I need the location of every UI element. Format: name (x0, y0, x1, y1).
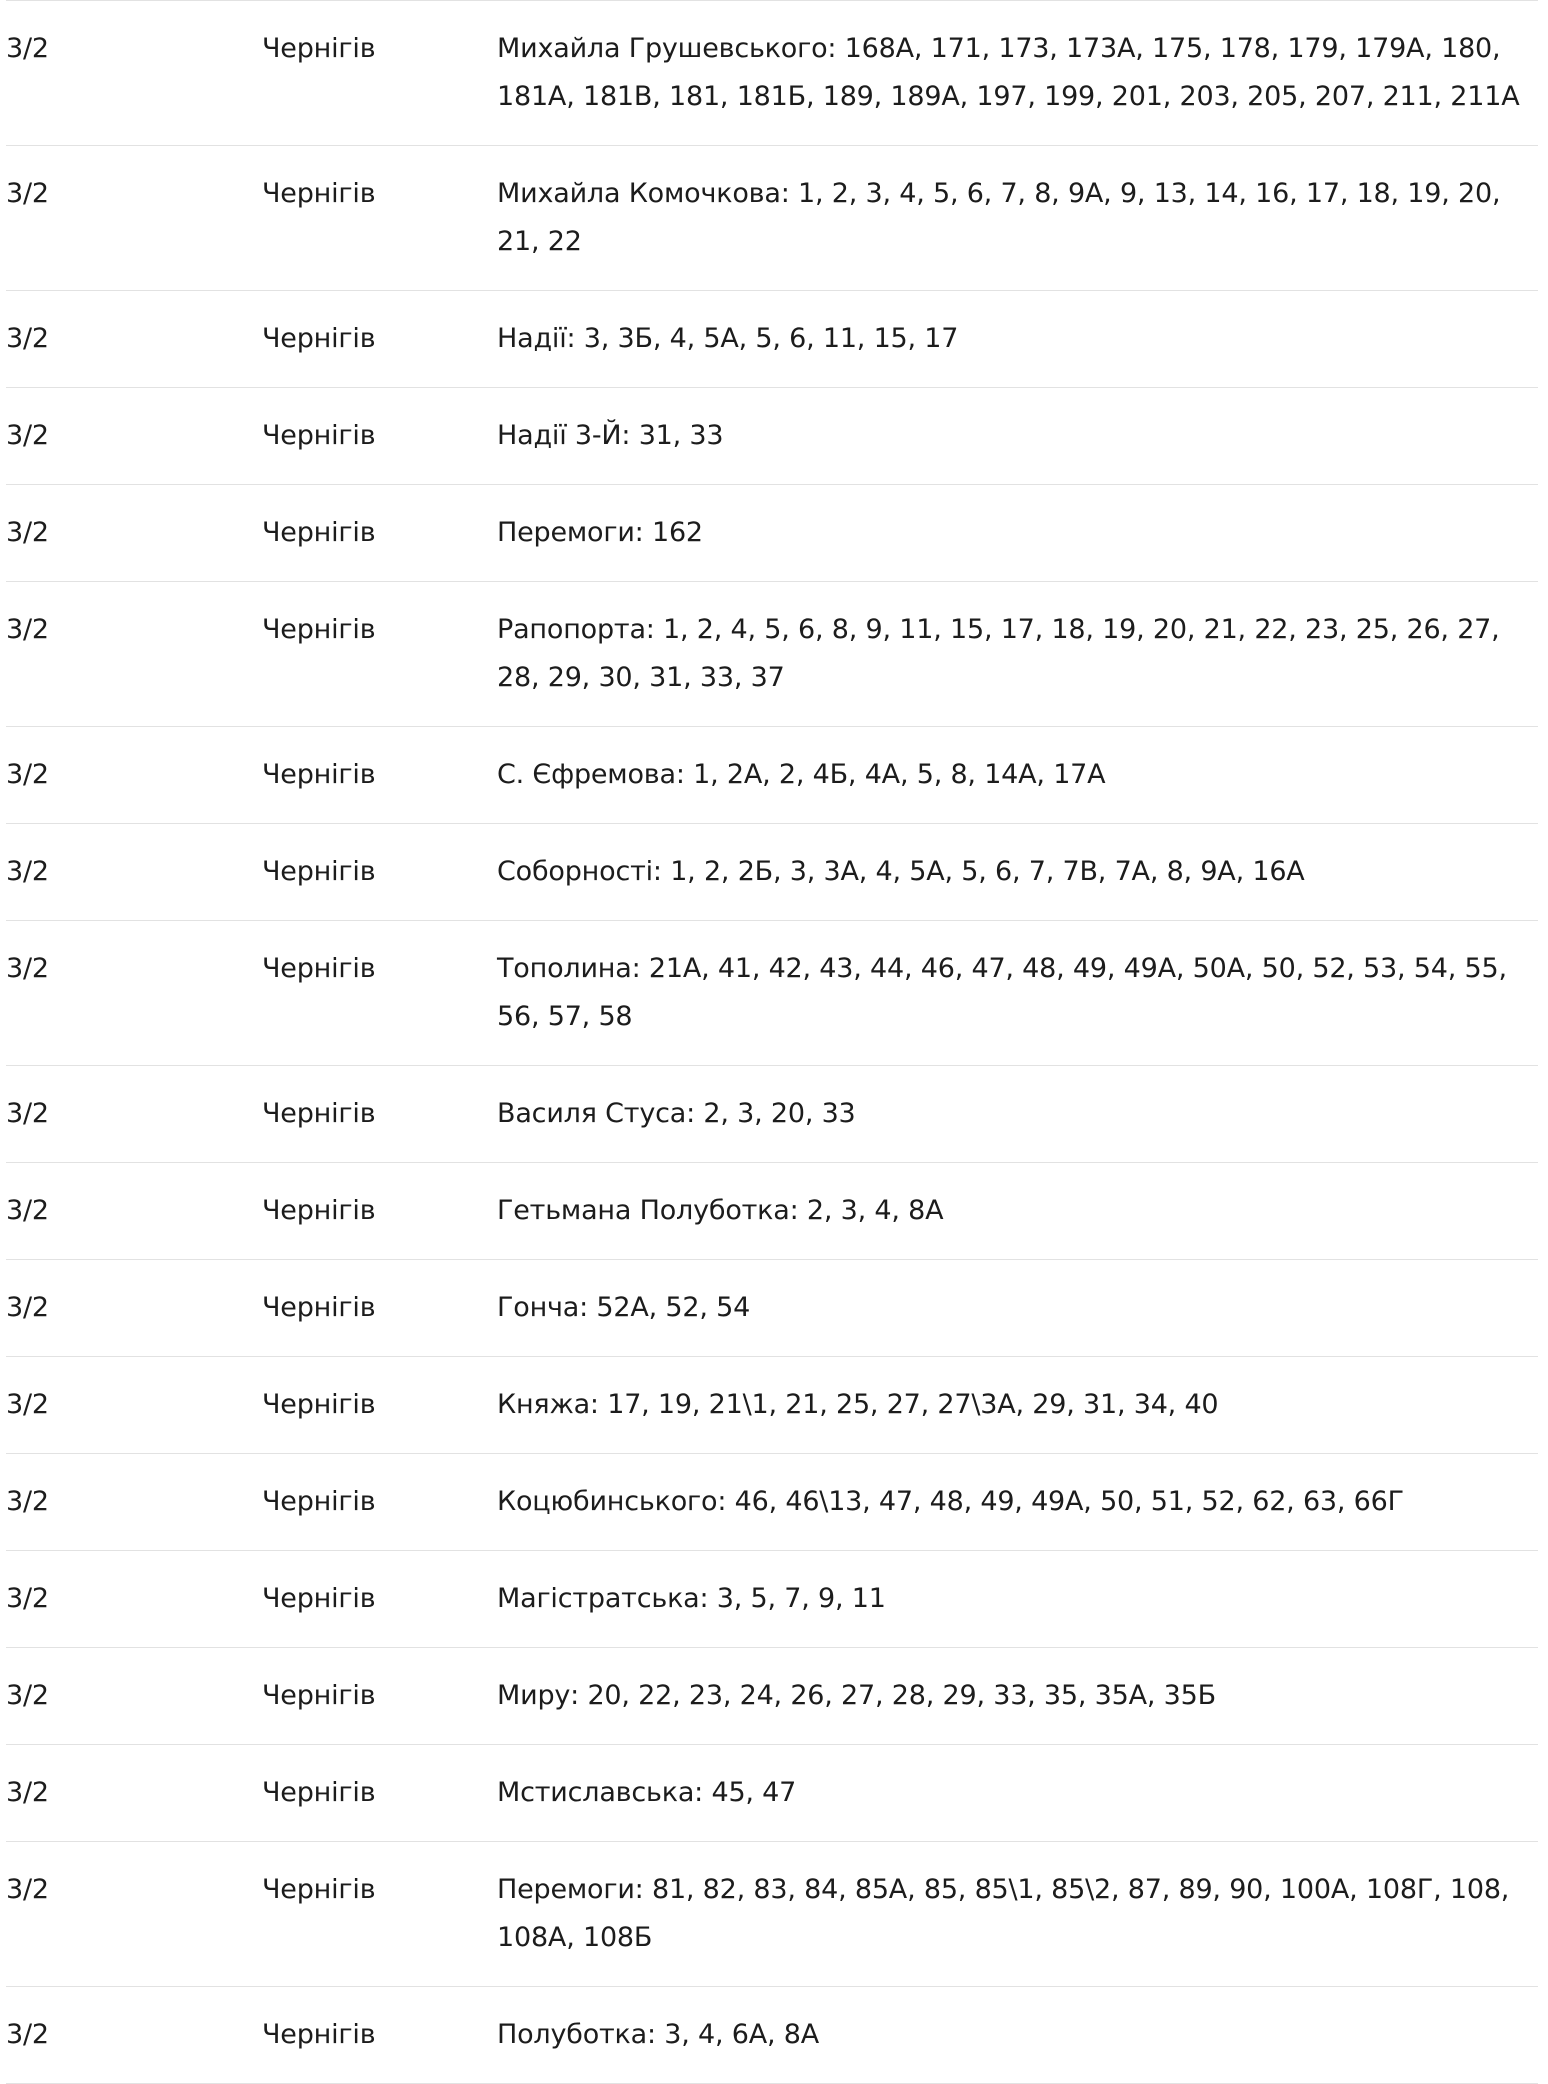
queue-cell: 3/2 (6, 33, 49, 64)
table-row (6, 1987, 1538, 2084)
city-cell: Чернігів (262, 1389, 376, 1420)
city-cell: Чернігів (262, 759, 376, 790)
address-cell: Миру: 20, 22, 23, 24, 26, 27, 28, 29, 33, 35, 35А, 35Б (497, 1680, 1216, 1711)
queue-cell: 3/2 (6, 1486, 49, 1517)
city-cell: Чернігів (262, 178, 376, 209)
queue-cell: 3/2 (6, 856, 49, 887)
table-row (6, 921, 1538, 1066)
city-cell: Чернігів (262, 420, 376, 451)
city-cell: Чернігів (262, 614, 376, 645)
table-row (6, 824, 1538, 921)
queue-cell: 3/2 (6, 953, 49, 984)
table-row (6, 1, 1538, 146)
address-cell: Коцюбинського: 46, 46\13, 47, 48, 49, 49А, 50, 51, 52, 62, 63, 66Г (497, 1486, 1404, 1517)
queue-cell: 3/2 (6, 1195, 49, 1226)
table-row (6, 1648, 1538, 1745)
table-row (6, 1163, 1538, 1260)
table-row (6, 1066, 1538, 1163)
city-cell: Чернігів (262, 2019, 376, 2050)
city-cell: Чернігів (262, 953, 376, 984)
address-cell: Мстиславська: 45, 47 (497, 1777, 797, 1808)
outage-schedule-table (6, 0, 1538, 2084)
table-row (6, 1357, 1538, 1454)
address-cell: Михайла Грушевського: 168А, 171, 173, 173А, 175, 178, 179, 179А, 180, 181А, 181В, 181, 181Б, 189, 189А, 197, 199, 201, 203, 205, 207, 211, 211А (497, 33, 1520, 112)
table-row (6, 1745, 1538, 1842)
queue-cell: 3/2 (6, 178, 49, 209)
queue-cell: 3/2 (6, 1583, 49, 1614)
queue-cell: 3/2 (6, 759, 49, 790)
address-cell: Перемоги: 81, 82, 83, 84, 85А, 85, 85\1, 85\2, 87, 89, 90, 100А, 108Г, 108, 108А, 108Б (497, 1874, 1510, 1953)
city-cell: Чернігів (262, 856, 376, 887)
address-cell: Рапопорта: 1, 2, 4, 5, 6, 8, 9, 11, 15, 17, 18, 19, 20, 21, 22, 23, 25, 26, 27, 28, 29, 30, 31, 33, 37 (497, 614, 1500, 693)
table-row (6, 582, 1538, 727)
city-cell: Чернігів (262, 323, 376, 354)
address-cell: Княжа: 17, 19, 21\1, 21, 25, 27, 27\3А, 29, 31, 34, 40 (497, 1389, 1219, 1420)
address-cell: Магістратська: 3, 5, 7, 9, 11 (497, 1583, 886, 1614)
table-row (6, 1842, 1538, 1987)
address-cell: Гетьмана Полуботка: 2, 3, 4, 8А (497, 1195, 944, 1226)
queue-cell: 3/2 (6, 1777, 49, 1808)
city-cell: Чернігів (262, 33, 376, 64)
address-cell: С. Єфремова: 1, 2А, 2, 4Б, 4А, 5, 8, 14А, 17А (497, 759, 1106, 790)
address-cell: Михайла Комочкова: 1, 2, 3, 4, 5, 6, 7, 8, 9А, 9, 13, 14, 16, 17, 18, 19, 20, 21, 22 (497, 178, 1501, 257)
city-cell: Чернігів (262, 1777, 376, 1808)
address-cell: Надії: 3, 3Б, 4, 5А, 5, 6, 11, 15, 17 (497, 323, 959, 354)
address-cell: Соборності: 1, 2, 2Б, 3, 3А, 4, 5А, 5, 6, 7, 7В, 7А, 8, 9А, 16А (497, 856, 1305, 887)
address-cell: Полуботка: 3, 4, 6А, 8А (497, 2019, 820, 2050)
city-cell: Чернігів (262, 1098, 376, 1129)
queue-cell: 3/2 (6, 1874, 49, 1905)
address-cell: Перемоги: 162 (497, 517, 703, 548)
address-cell: Надії 3-Й: 31, 33 (497, 420, 724, 451)
address-cell: Тополина: 21А, 41, 42, 43, 44, 46, 47, 48, 49, 49А, 50А, 50, 52, 53, 54, 55, 56, 57, 58 (497, 953, 1507, 1032)
city-cell: Чернігів (262, 1680, 376, 1711)
queue-cell: 3/2 (6, 1098, 49, 1129)
queue-cell: 3/2 (6, 420, 49, 451)
address-cell: Василя Стуса: 2, 3, 20, 33 (497, 1098, 856, 1129)
table-row (6, 1454, 1538, 1551)
city-cell: Чернігів (262, 1583, 376, 1614)
queue-cell: 3/2 (6, 2019, 49, 2050)
queue-cell: 3/2 (6, 1292, 49, 1323)
city-cell: Чернігів (262, 1486, 376, 1517)
queue-cell: 3/2 (6, 1680, 49, 1711)
city-cell: Чернігів (262, 1292, 376, 1323)
table-row (6, 1551, 1538, 1648)
table-row (6, 291, 1538, 388)
city-cell: Чернігів (262, 517, 376, 548)
address-cell: Гонча: 52А, 52, 54 (497, 1292, 751, 1323)
queue-cell: 3/2 (6, 517, 49, 548)
queue-cell: 3/2 (6, 614, 49, 645)
queue-cell: 3/2 (6, 323, 49, 354)
table-row (6, 1260, 1538, 1357)
city-cell: Чернігів (262, 1874, 376, 1905)
city-cell: Чернігів (262, 1195, 376, 1226)
table-row (6, 146, 1538, 291)
table-row (6, 388, 1538, 485)
queue-cell: 3/2 (6, 1389, 49, 1420)
table-row (6, 727, 1538, 824)
table-row (6, 485, 1538, 582)
